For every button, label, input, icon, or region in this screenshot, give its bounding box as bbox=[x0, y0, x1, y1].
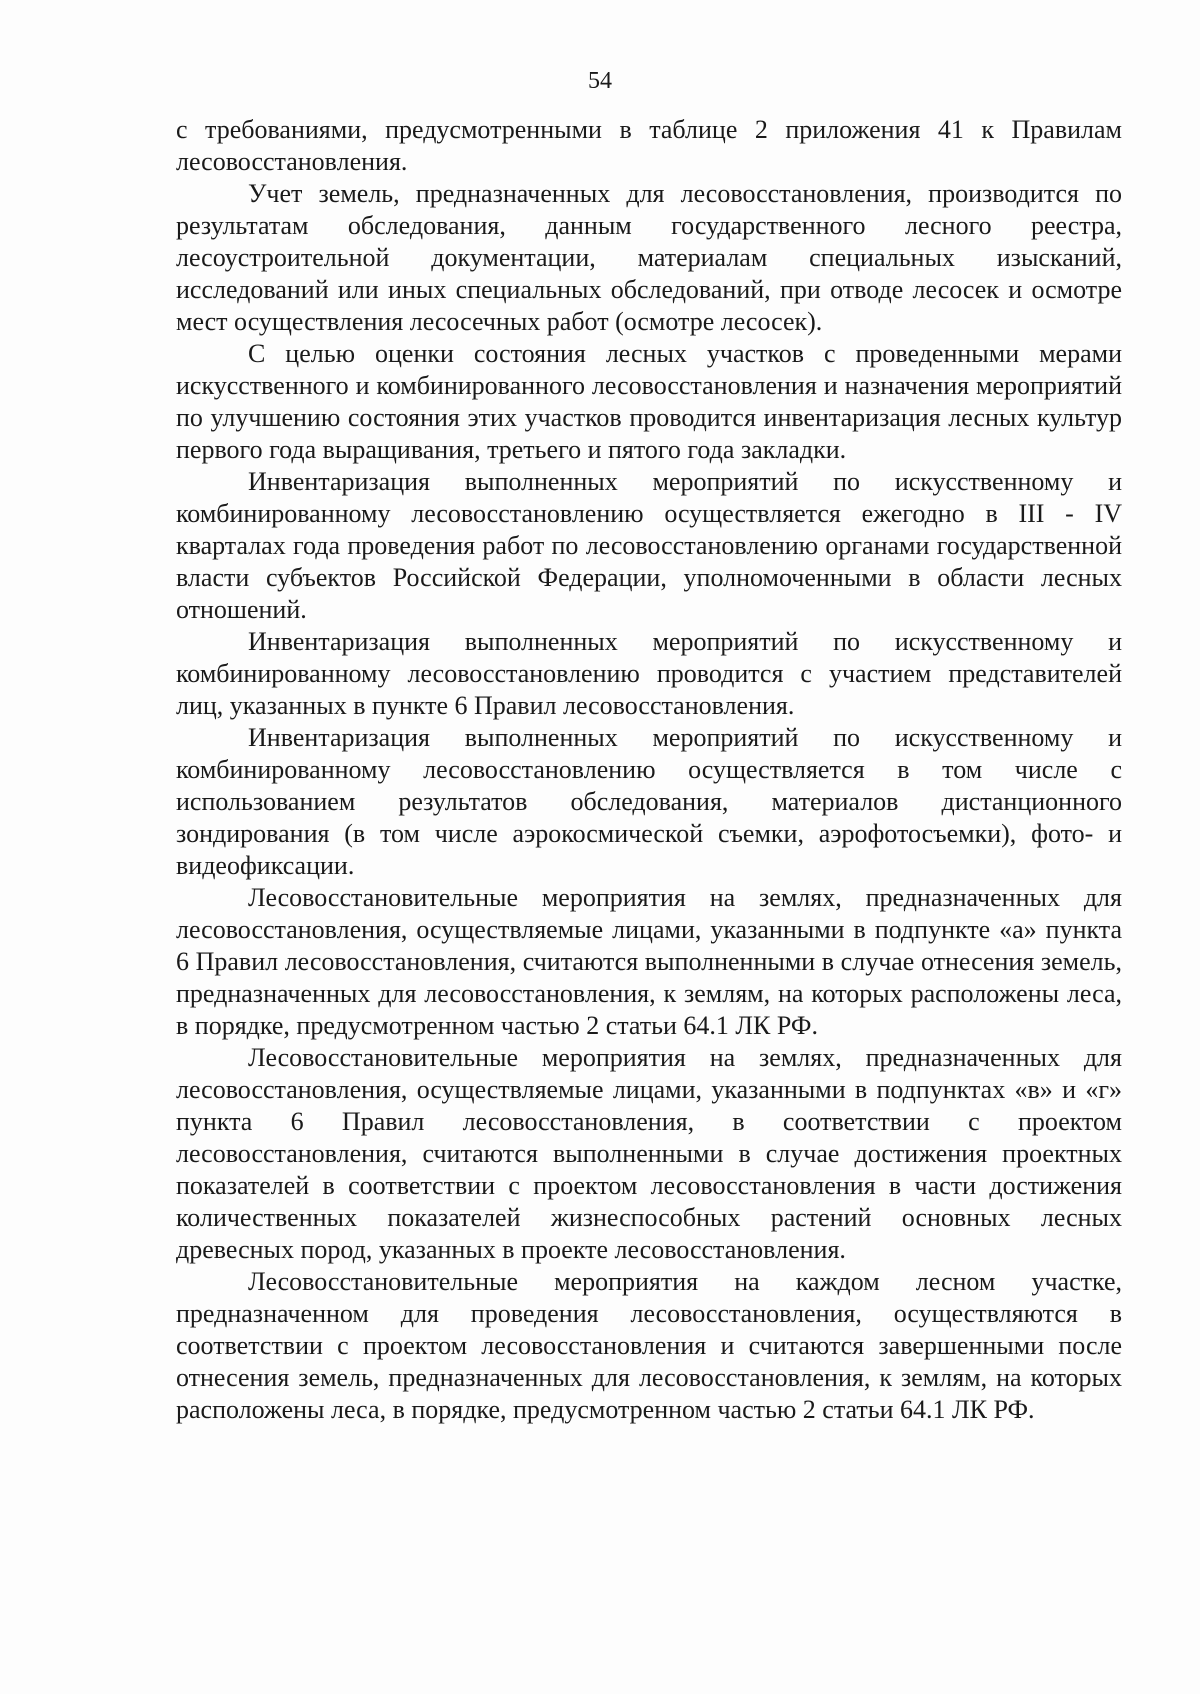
paragraph-continuation: с требованиями, предусмотренными в таблице 2 приложения 41 к Правилам лесовосстановления. bbox=[176, 115, 1122, 176]
paragraph-land-accounting: Учет земель, предназначенных для лесовосстановления, производится по результатам обследования, данным государственного лесного реестра, лесоустроительной документации, материалам специальных изысканий, исследований или иных специальных обследований, при отводе лесосек и осмотре мест осуществления лесосечных работ (осмотре лесосек). bbox=[176, 179, 1122, 336]
paragraph-completion-each-plot: Лесовосстановительные мероприятия на каждом лесном участке, предназначенном для проведения лесовосстановления, осуществляются в соответствии с проектом лесовосстановления и считаются завершенными после отнесения земель, предназначенных для лесовосстановления, к землям, на которых расположены леса, в порядке, предусмотренном частью 2 статьи 64.1 ЛК РФ. bbox=[176, 1267, 1122, 1424]
paragraph-inventory-methods: Инвентаризация выполненных мероприятий по искусственному и комбинированному лесовосстановлению осуществляется в том числе с использованием результатов обследования, материалов дистанционного зондирования (в том числе аэрокосмической съемки, аэрофотосъемки), фото- и видеофиксации. bbox=[176, 723, 1122, 880]
paragraph-inventory-participants: Инвентаризация выполненных мероприятий по искусственному и комбинированному лесовосстановлению проводится с участием представителей лиц, указанных в пункте 6 Правил лесовосстановления. bbox=[176, 627, 1122, 720]
paragraph-completion-subpoint-a: Лесовосстановительные мероприятия на землях, предназначенных для лесовосстановления, осуществляемые лицами, указанными в подпункте «а» пункта 6 Правил лесовосстановления, считаются выполненными в случае отнесения земель, предназначенных для лесовосстановления, к землям, на которых расположены леса, в порядке, предусмотренном частью 2 статьи 64.1 ЛК РФ. bbox=[176, 883, 1122, 1040]
document-body bbox=[176, 114, 1122, 1426]
paragraph-inventory-schedule: Инвентаризация выполненных мероприятий по искусственному и комбинированному лесовосстановлению осуществляется ежегодно в III - IV кварталах года проведения работ по лесовосстановлению органами государственной власти субъектов Российской Федерации, уполномоченными в области лесных отношений. bbox=[176, 467, 1122, 624]
page-number: 54 bbox=[588, 68, 612, 94]
paragraph-inventory-purpose: С целью оценки состояния лесных участков с проведенными мерами искусственного и комбинированного лесовосстановления и назначения мероприятий по улучшению состояния этих участков проводится инвентаризация лесных культур первого года выращивания, третьего и пятого года закладки. bbox=[176, 339, 1122, 464]
paragraph-completion-subpoints-v-g: Лесовосстановительные мероприятия на землях, предназначенных для лесовосстановления, осуществляемые лицами, указанными в подпунктах «в» и «г» пункта 6 Правил лесовосстановления, в соответствии с проектом лесовосстановления, считаются выполненными в случае достижения проектных показателей в соответствии с проектом лесовосстановления в части достижения количественных показателей жизнеспособных растений основных лесных древесных пород, указанных в проекте лесовосстановления. bbox=[176, 1043, 1122, 1264]
